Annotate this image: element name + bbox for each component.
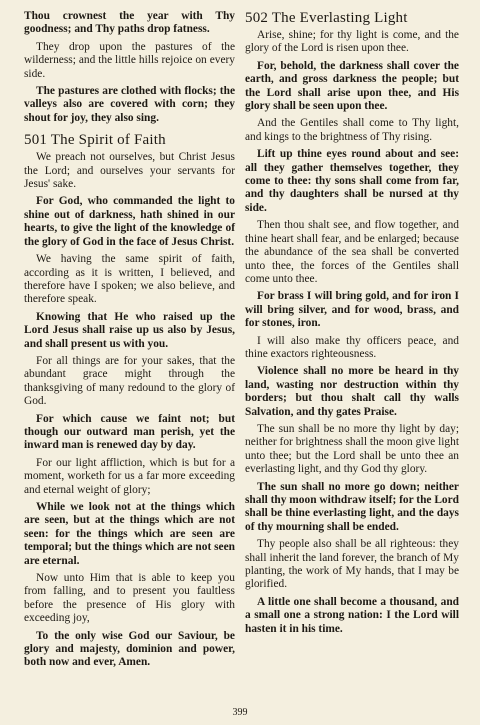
verse: They drop upon the pastures of the wilderness; and the little hills rejoice on every side.: [24, 40, 235, 80]
verse: For which cause we faint not; but though our outward man perish, yet the inward man is renewed day by day.: [24, 412, 235, 452]
verse: For God, who commanded the light to shine out of darkness, hath shined in our hearts, to give the light of the knowledge of the glory of God in the face of Jesus Christ.: [24, 195, 235, 248]
verse: While we look not at the things which are seen, but at the things which are not seen: for the things which are seen are temporal; but the things which are not seen are eternal.: [24, 501, 235, 567]
verse: Now unto Him that is able to keep you from falling, and to present you faultless before the presence of His glory with exceeding joy,: [24, 572, 235, 625]
verse: A little one shall become a thousand, and a small one a strong nation: I the Lord will hasten it in his time.: [245, 595, 459, 635]
verse: The pastures are clothed with flocks; the valleys also are covered with corn; they shout for joy, they also sing.: [24, 85, 235, 124]
verse: We preach not ourselves, but Christ Jesus the Lord; and ourselves your servants for Jesus' sake.: [24, 151, 235, 191]
left-column: [24, 10, 235, 674]
verse: Thou crownest the year with Thy goodness; and Thy paths drop fatness.: [24, 10, 235, 36]
verse: Lift up thine eyes round about and see: all they gather themselves together, they come to thee: thy sons shall come from far, and thy daughters shall be nursed at thy side.: [245, 148, 459, 214]
verse: We having the same spirit of faith, according as it is written, I believed, and therefore have I spoken; we also believe, and therefore speak.: [24, 253, 235, 306]
verse: To the only wise God our Saviour, be glory and majesty, dominion and power, both now and ever, Amen.: [24, 629, 235, 669]
verse: The sun shall be no more thy light by day; neither for brightness shall the moon give light unto thee; but the Lord shall be unto thee an everlasting light, and thy God thy glory.: [245, 422, 459, 476]
right-column: [245, 10, 459, 640]
reading-title-501: 501 The Spirit of Faith: [24, 132, 166, 149]
verse: Knowing that He who raised up the Lord Jesus shall raise up us also by Jesus, and shall present us with you.: [24, 310, 235, 350]
verse: And the Gentiles shall come to Thy light, and kings to the brightness of Thy rising.: [245, 117, 459, 143]
verse: For our light affliction, which is but for a moment, worketh for us a far more exceeding and eternal weight of glory;: [24, 456, 235, 496]
verse: Then thou shalt see, and flow together, and thine heart shall fear, and be enlarged; because the abundance of the sea shall be converted unto thee, the forces of the Gentiles shall come unto thee.: [245, 219, 459, 285]
verse: I will also make thy officers peace, and thine exactors righteousness.: [245, 334, 459, 360]
verse: Thy people also shall be all righteous: they shall inherit the land forever, the branch of My planting, the work of My hands, that I may be glorified.: [245, 538, 459, 591]
verse: For all things are for your sakes, that the abundant grace might through the thanksgiving of many redound to the glory of God.: [24, 354, 235, 408]
verse: Arise, shine; for thy light is come, and the glory of the Lord is risen upon thee.: [245, 29, 459, 55]
verse: Violence shall no more be heard in thy land, wasting nor destruction within thy borders; but thou shalt call thy walls Salvation, and thy gates Praise.: [245, 365, 459, 418]
verse: The sun shall no more go down; neither shall thy moon withdraw itself; for the Lord shall be thine everlasting light, and the days of thy mourning shall be ended.: [245, 480, 459, 533]
reading-title-502: 502 The Everlasting Light: [245, 10, 408, 26]
page-number: 399: [232, 707, 248, 718]
verse: For, behold, the darkness shall cover the earth, and gross darkness the people; but the Lord shall arise upon thee, and His glory shall be seen upon thee.: [245, 59, 459, 113]
verse: For brass I will bring gold, and for iron I will bring silver, and for wood, brass, and for stones, iron.: [245, 290, 459, 330]
